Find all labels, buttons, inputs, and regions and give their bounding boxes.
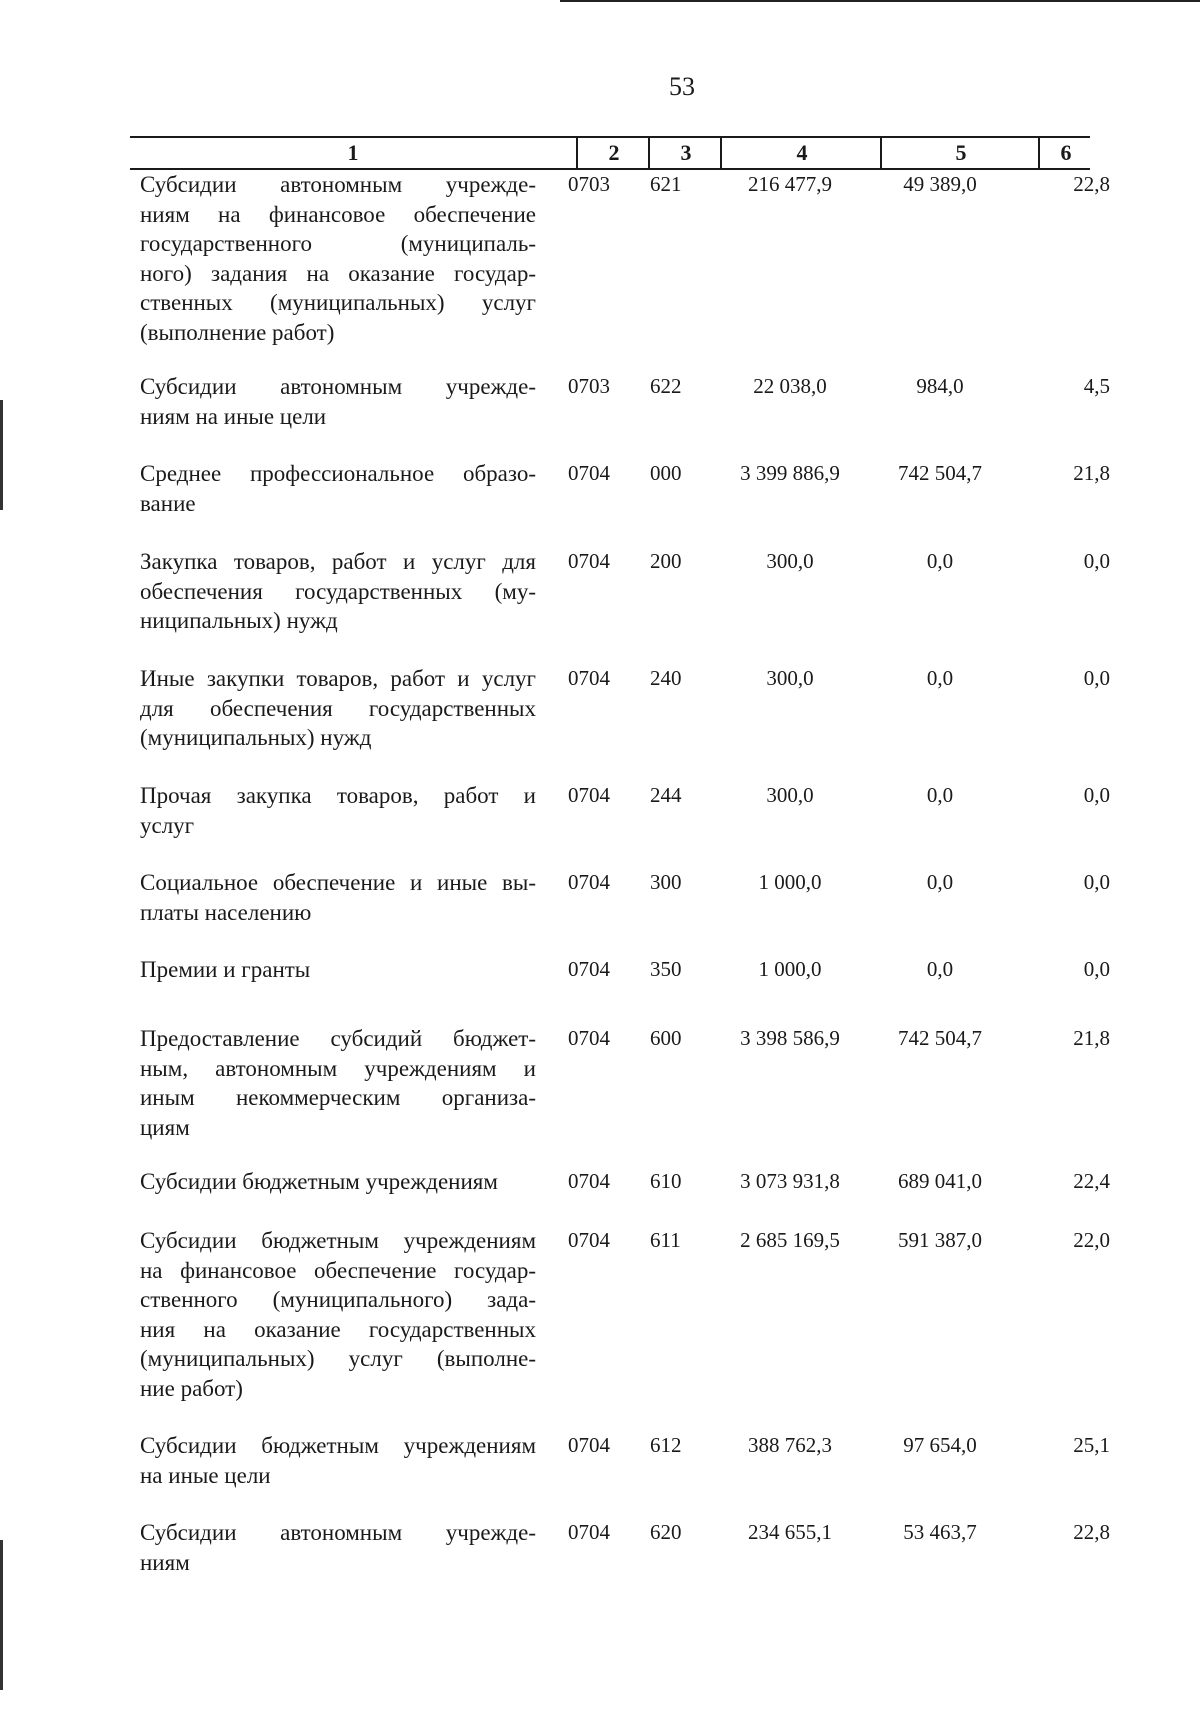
expense-type-code: 200 <box>650 549 682 573</box>
section-code: 0704 <box>568 1228 610 1252</box>
row-description-line: ниям на иные цели <box>140 403 327 429</box>
amount-planned: 234 655,1 <box>748 1520 832 1544</box>
row-description-line: ственных (муниципальных) услуг <box>140 290 536 315</box>
row-description-line: циям <box>140 1114 190 1140</box>
amount-executed: 53 463,7 <box>903 1520 977 1544</box>
row-description-line: Субсидии автономным учрежде- <box>140 1520 536 1545</box>
amount-executed: 0,0 <box>926 870 954 894</box>
scan-border-left <box>0 400 3 510</box>
percent-executed: 0,0 <box>1083 666 1110 690</box>
amount-executed: 97 654,0 <box>903 1433 977 1457</box>
amount-planned: 216 477,9 <box>748 172 832 196</box>
row-description <box>140 170 536 347</box>
section-code: 0704 <box>568 1520 610 1544</box>
row-description-line: государственного (муниципаль- <box>140 231 536 256</box>
row-description-line: (муниципальных) услуг (выполне- <box>140 1346 536 1371</box>
row-description-line: Субсидии бюджетным учреждениям <box>140 1433 536 1458</box>
row-description <box>140 868 536 927</box>
expense-type-code: 621 <box>650 172 682 196</box>
amount-planned: 22 038,0 <box>753 374 827 398</box>
row-description-line: ниципальных) нужд <box>140 608 338 633</box>
percent-executed: 22,0 <box>1073 1228 1110 1252</box>
section-code: 0704 <box>568 957 610 981</box>
row-description-line: иным некоммерческим организа- <box>140 1085 536 1110</box>
amount-executed: 0,0 <box>926 549 954 573</box>
row-description-line: услуг <box>140 812 195 838</box>
section-code: 0704 <box>568 461 610 485</box>
row-description <box>140 1024 536 1142</box>
percent-executed: 0,0 <box>1083 957 1110 981</box>
expense-type-code: 240 <box>650 666 682 690</box>
column-header-6: 6 <box>1038 138 1092 168</box>
amount-executed: 0,0 <box>926 666 954 690</box>
amount-planned: 300,0 <box>766 666 814 690</box>
expense-type-code: 600 <box>650 1026 682 1050</box>
section-code: 0704 <box>568 666 610 690</box>
row-description-line: вание <box>140 490 196 516</box>
percent-executed: 25,1 <box>1073 1433 1110 1457</box>
column-header-5: 5 <box>880 138 1040 168</box>
amount-planned: 2 685 169,5 <box>740 1228 840 1252</box>
row-description-line: ние работ) <box>140 1375 243 1401</box>
amount-planned: 3 073 931,8 <box>740 1169 840 1193</box>
amount-planned: 3 398 586,9 <box>740 1026 840 1050</box>
row-description-line: Предоставление субсидий бюджет- <box>140 1026 536 1051</box>
row-description <box>140 664 536 753</box>
amount-executed: 49 389,0 <box>903 172 977 196</box>
expense-type-code: 612 <box>650 1433 682 1457</box>
row-description-line: Социальное обеспечение и иные вы- <box>140 870 536 895</box>
expense-type-code: 622 <box>650 374 682 398</box>
expense-type-code: 244 <box>650 783 682 807</box>
amount-executed: 591 387,0 <box>898 1228 982 1252</box>
column-header-3: 3 <box>648 138 722 168</box>
section-code: 0704 <box>568 783 610 807</box>
section-code: 0704 <box>568 870 610 894</box>
row-description-line: (выполнение работ) <box>140 319 335 345</box>
amount-planned: 1 000,0 <box>758 957 822 981</box>
row-description <box>140 1431 536 1490</box>
row-description <box>140 781 536 840</box>
row-description-line: Премии и гранты <box>140 957 311 982</box>
amount-planned: 300,0 <box>766 549 814 573</box>
table-header <box>130 136 1090 170</box>
row-description-line: ния на оказание государственных <box>140 1316 536 1342</box>
expense-type-code: 000 <box>650 461 682 485</box>
row-description-line: для обеспечения государственных <box>140 695 536 721</box>
row-description-line: Субсидии бюджетным учреждениям <box>140 1169 498 1194</box>
row-description <box>140 459 536 518</box>
section-code: 0704 <box>568 1026 610 1050</box>
column-header-1: 1 <box>347 140 359 165</box>
section-code: 0703 <box>568 374 610 398</box>
row-description-line: на иные цели <box>140 1462 271 1488</box>
row-description-line: ниям <box>140 1549 190 1575</box>
row-description-line: на финансовое обеспечение государ- <box>140 1257 536 1283</box>
percent-executed: 22,4 <box>1073 1169 1110 1193</box>
amount-executed: 0,0 <box>926 783 954 807</box>
row-description-line: Субсидии бюджетным учреждениям <box>140 1228 536 1253</box>
amount-executed: 742 504,7 <box>898 1026 982 1050</box>
percent-executed: 4,5 <box>1083 374 1110 398</box>
percent-executed: 0,0 <box>1083 549 1110 573</box>
row-description-line: платы населению <box>140 899 312 925</box>
scan-border-left-lower <box>0 1540 3 1690</box>
row-description <box>140 1518 536 1577</box>
section-code: 0704 <box>568 549 610 573</box>
percent-executed: 0,0 <box>1083 783 1110 807</box>
section-code: 0704 <box>568 1433 610 1457</box>
percent-executed: 21,8 <box>1073 461 1110 485</box>
row-description <box>140 1226 536 1403</box>
section-code: 0704 <box>568 1169 610 1193</box>
row-description-line: Закупка товаров, работ и услуг для <box>140 549 536 574</box>
amount-planned: 1 000,0 <box>758 870 822 894</box>
amount-planned: 300,0 <box>766 783 814 807</box>
expense-type-code: 620 <box>650 1520 682 1544</box>
expense-type-code: 350 <box>650 957 682 981</box>
row-description-line: обеспечения государственных (му- <box>140 578 536 604</box>
row-description-line: Субсидии автономным учрежде- <box>140 172 536 197</box>
row-description-line: Среднее профессиональное образо- <box>140 461 536 486</box>
row-description-line: ного) задания на оказание государ- <box>140 260 536 286</box>
amount-executed: 0,0 <box>926 957 954 981</box>
amount-executed: 742 504,7 <box>898 461 982 485</box>
column-header-4: 4 <box>720 138 882 168</box>
amount-executed: 689 041,0 <box>898 1169 982 1193</box>
row-description-line: Субсидии автономным учрежде- <box>140 374 536 399</box>
section-code: 0703 <box>568 172 610 196</box>
row-description-line: ным, автономным учреждениям и <box>140 1055 536 1081</box>
row-description-line: Иные закупки товаров, работ и услуг <box>140 666 536 691</box>
row-description-line: (муниципальных) нужд <box>140 725 372 750</box>
expense-type-code: 611 <box>650 1228 681 1252</box>
expense-type-code: 610 <box>650 1169 682 1193</box>
percent-executed: 0,0 <box>1083 870 1110 894</box>
percent-executed: 22,8 <box>1073 1520 1110 1544</box>
row-description-line: ственного (муниципального) зада- <box>140 1287 536 1312</box>
page-number: 53 <box>669 72 695 101</box>
row-description-line: Прочая закупка товаров, работ и <box>140 783 536 808</box>
row-description <box>140 547 536 636</box>
row-description <box>140 372 536 431</box>
row-description <box>140 955 536 985</box>
column-header-2: 2 <box>576 138 650 168</box>
scan-border-top <box>560 0 1200 2</box>
expense-type-code: 300 <box>650 870 682 894</box>
row-description-line: ниям на финансовое обеспечение <box>140 201 536 227</box>
row-description <box>140 1167 536 1197</box>
amount-planned: 3 399 886,9 <box>740 461 840 485</box>
amount-planned: 388 762,3 <box>748 1433 832 1457</box>
amount-executed: 984,0 <box>916 374 964 398</box>
percent-executed: 22,8 <box>1073 172 1110 196</box>
percent-executed: 21,8 <box>1073 1026 1110 1050</box>
